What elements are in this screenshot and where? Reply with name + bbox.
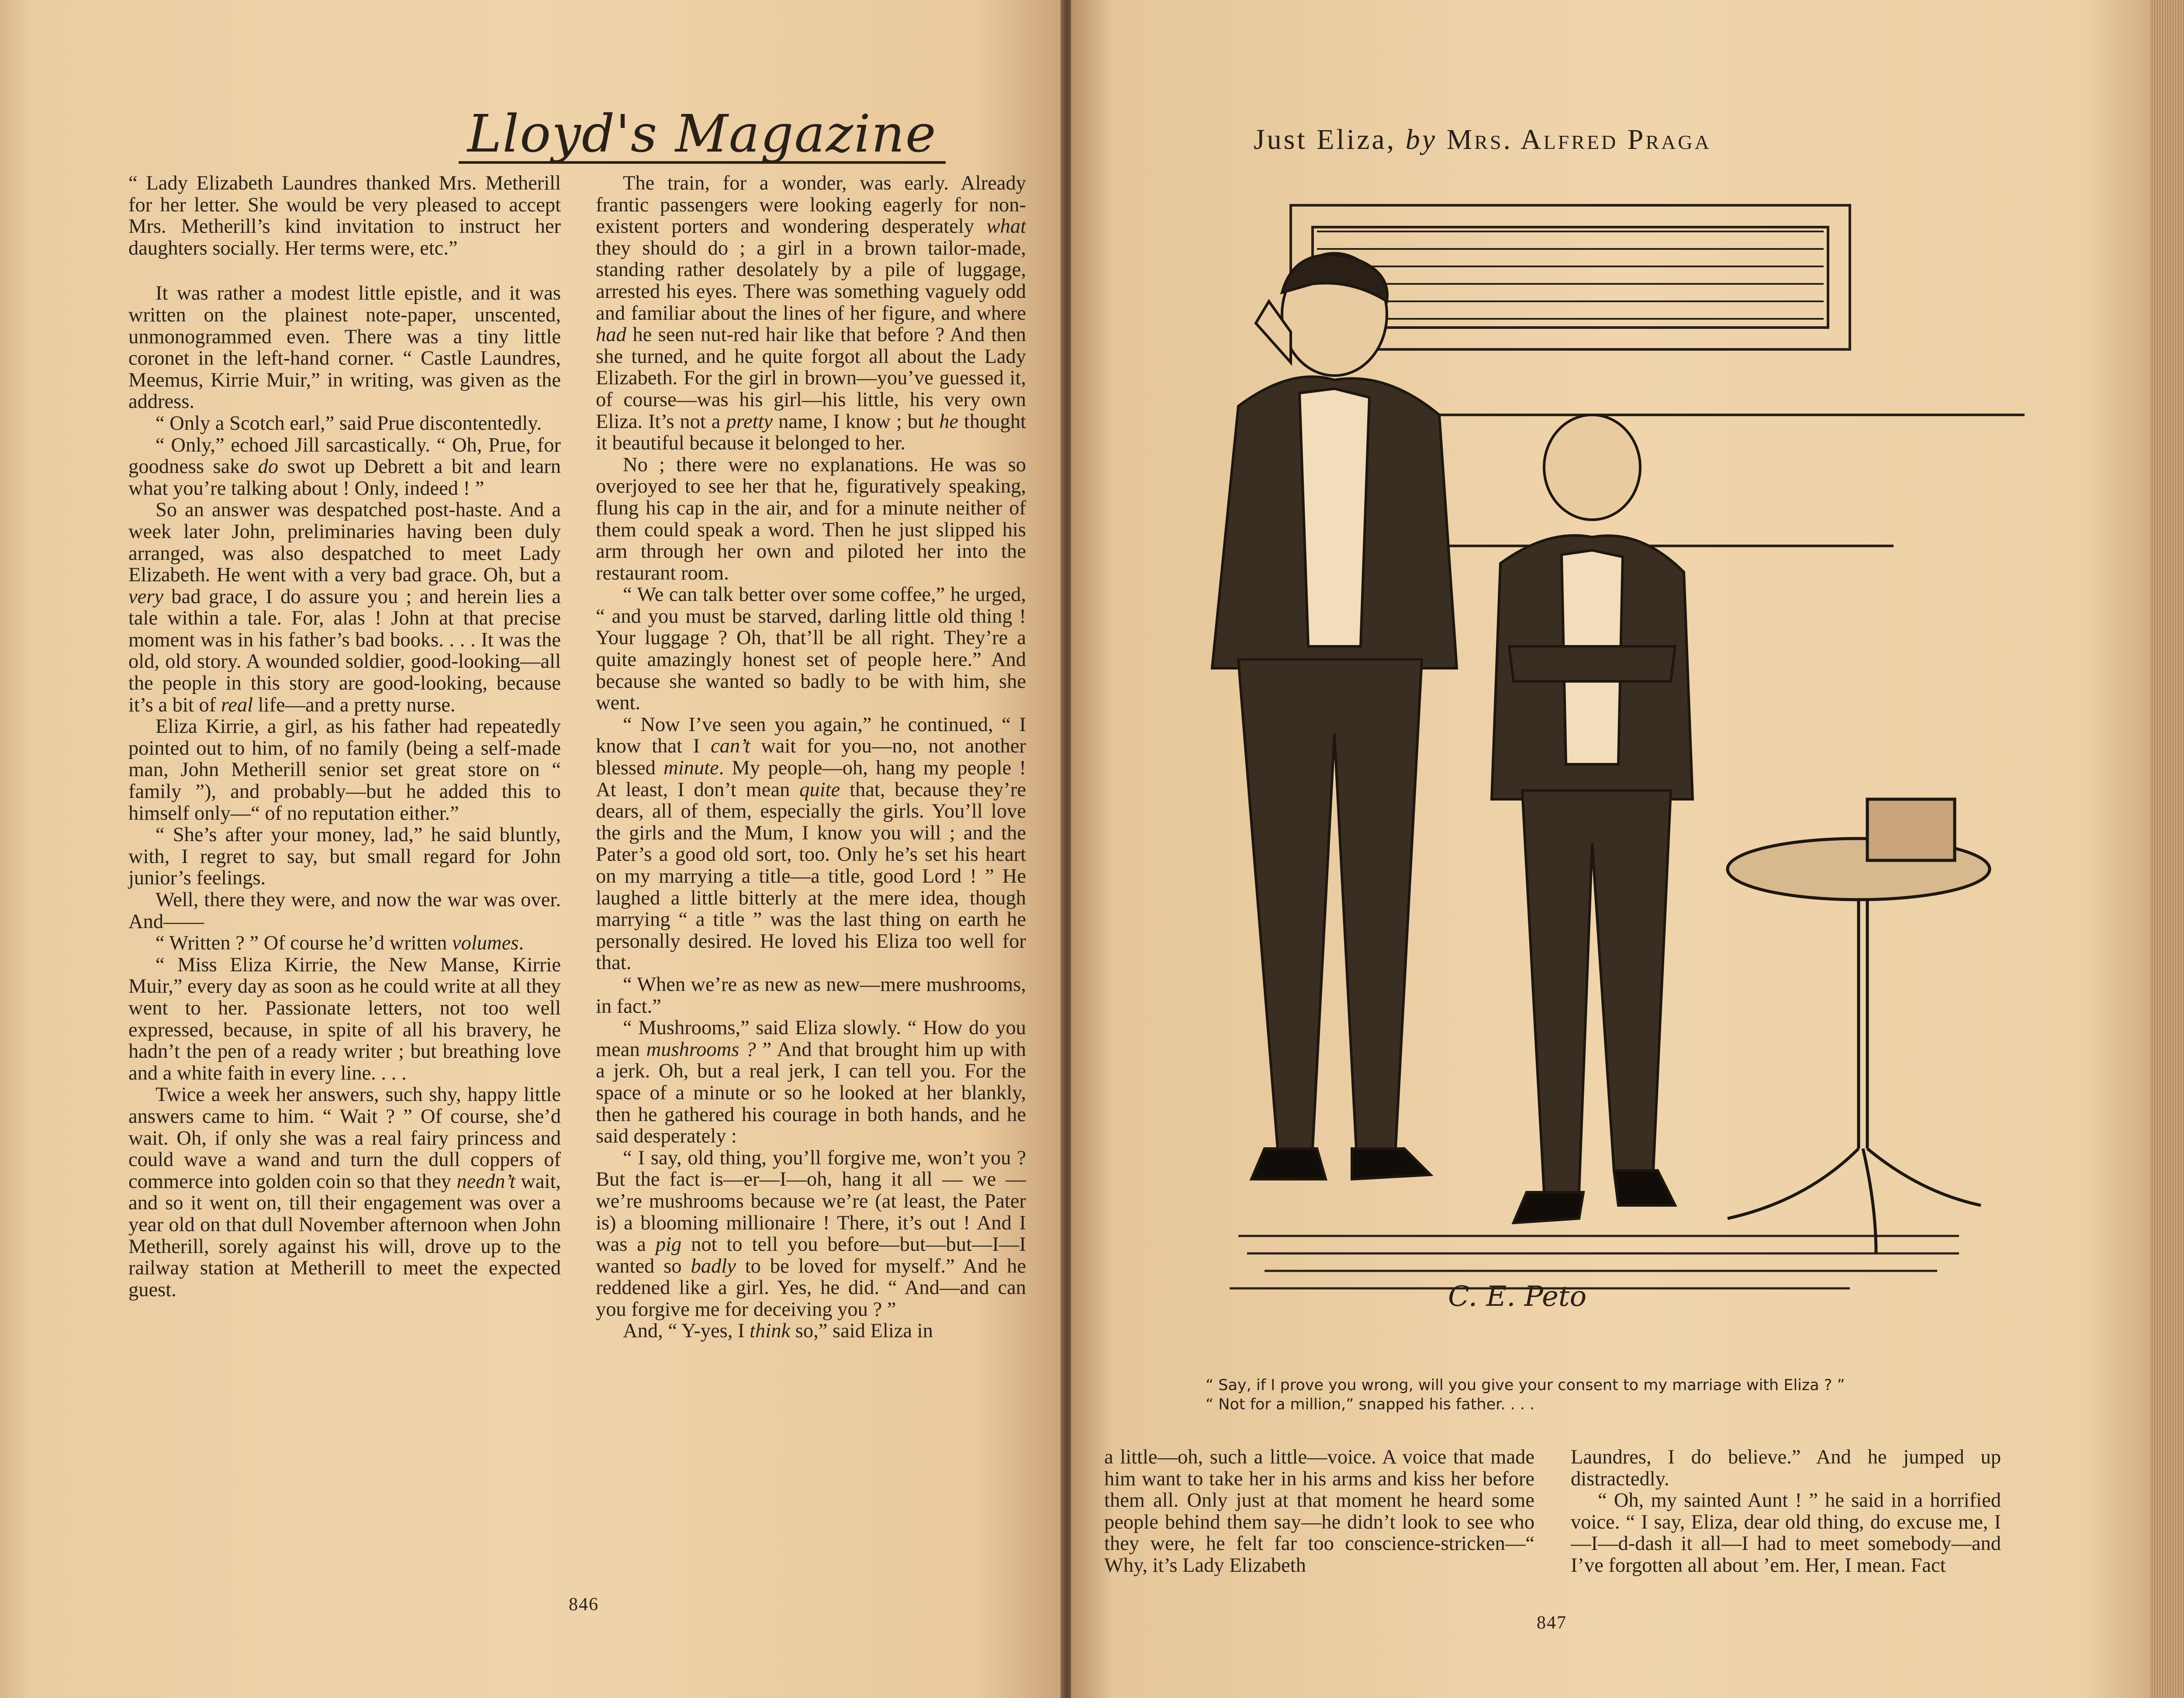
- paragraph: “ Only a Scotch earl,” said Prue discontentedly.: [156, 412, 542, 435]
- artist-signature: C. E. Peto: [1448, 1280, 1587, 1313]
- young-man-figure: [1212, 253, 1457, 1179]
- paragraph: “ Written ? ” Of course he’d written volumes.: [156, 932, 524, 955]
- caption-line-2: “ Not for a million,” snapped his father. . . .: [1206, 1396, 1535, 1413]
- floor-hatching: [1230, 1236, 1959, 1288]
- paragraph: Well, there they were, and now the war was over. And——: [128, 889, 561, 933]
- paragraph: It was rather a modest little epistle, and it was written on the plainest note-paper, unscented, unmonogrammed even. There was a tiny little coronet in the left-hand corner. “ Castle Laundres, Meemus, Kirrie Muir,” in writing, was given as the address.: [128, 282, 561, 413]
- side-table: [1728, 799, 1990, 1253]
- paragraph: The train, for a wonder, was early. Already frantic passengers were looking eagerly for non-existent porters and wondering desperately what they should do ; a girl in a brown tailor-made, standing rather desolately by a pile of luggage, arrested his eyes. There was something vaguely odd and familiar about the lines of her figure, and where had he seen nut-red hair like that before ? And then she turned, and he quite forgot all about the Lady Elizabeth. For the girl in brown—you’ve guessed it, of course—was his girl—his little, his very own Eliza. It’s not a pretty name, I know ; but he thought it beautiful because it belonged to her.: [596, 172, 1026, 455]
- paragraph: “ I say, old thing, you’ll forgive me, won’t you ? But the fact is—er—I—oh, hang it all — we — we’re mushrooms because we’re (at least, the Pater is) a blooming millionaire ! There, it’s out ! And I was a pig not to tell you before—but—but—I—I wanted so badly to be loved for myself.” And he reddened like a girl. Yes, he did. “ And—and can you forgive me for deceiving you ? ”: [596, 1146, 1026, 1321]
- page-number-right: 847: [1537, 1613, 1567, 1633]
- cigar-box: [1867, 799, 1955, 860]
- caption-line-1: “ Say, if I prove you wrong, will you give your consent to my marriage with Eliza ? ”: [1206, 1377, 1845, 1394]
- paragraph: Twice a week her answers, such shy, happy little answers came to him. “ Wait ? ” Of course, she’d wait. Oh, if only she was a real fairy princess and could wave a wand and turn the dull coppers of commerce into golden coin so that they needn’t wait, and so it went on, till their engagement was over a year old on that dull November afternoon when John Metherill, sorely against his will, drove up to the railway station at Metherill to meet the expected guest.: [128, 1084, 561, 1301]
- paragraph: “ Now I’ve seen you again,” he continued, “ I know that I can’t wait for you—no, not another blessed minute. My people—oh, hang my people ! At least, I don’t mean quite that, because they’re dears, all of them, especially the girls. You’ll love the girls and the Mum, I know you will ; and the Pater’s a good old sort, too. Only he’s set his heart on my marrying a title—a title, good Lord ! ” He laughed a little bitterly at the mere idea, though marrying “ a title ” was the last thing on earth he personally desired. He loved his Eliza too well for that.: [596, 713, 1026, 974]
- illustration-two-men-in-evening-dress: [1107, 188, 2025, 1332]
- right-text-column-2: [1571, 1446, 2001, 1577]
- left-text-column-2: [596, 173, 1026, 1342]
- page-number-left: 846: [569, 1594, 599, 1615]
- paragraph: And, “ Y-yes, I think so,” said Eliza in: [623, 1320, 933, 1343]
- magazine-masthead: Lloyd's Magazine: [459, 107, 946, 164]
- paragraph: “ She’s after your money, lad,” he said bluntly, with, I regret to say, but small regard for John junior’s feelings.: [128, 824, 561, 890]
- paragraph: So an answer was despatched post-haste. And a week later John, preliminaries having been duly arranged, was also despatched to meet Lady Elizabeth. He went with a very bad grace. Oh, but a very bad grace, I do assure you ; and herein lies a tale within a tale. For, alas ! John at that precise moment was in his father’s bad books. . . . It was the old, old story. A wounded soldier, good-looking—all the people in this story are good-looking, because it’s a bit of real life—and a pretty nurse.: [128, 499, 561, 716]
- paragraph: “ Oh, my sainted Aunt ! ” he said in a horrified voice. “ I say, Eliza, dear old thing, do excuse me, I—I—d-dash it all—I had to meet somebody—and I’ve forgotten all about ’em. Her, I mean. Fact: [1571, 1489, 2001, 1577]
- running-head: [1254, 123, 1711, 156]
- older-man-figure: [1492, 415, 1693, 1223]
- paragraph: Laundres, I do believe.” And he jumped up distractedly.: [1571, 1446, 2001, 1490]
- hatching: [1317, 231, 1824, 319]
- story-title: Just Eliza,: [1254, 124, 1396, 155]
- paragraph: a little—oh, such a little—voice. A voice that made him want to take her in his arms and kiss her before them all. Only just at that moment he heard some people behind them say—he didn’t look to see who they were, he felt far too conscience-stricken—“ Why, it’s Lady Elizabeth: [1104, 1446, 1534, 1577]
- paragraph: Eliza Kirrie, a girl, as his father had repeatedly pointed out to him, of no family (being a self-made man, John Metherill senior set great store on “ family ”), and probably—but he added this to himself only—“ of no reputation either.”: [128, 715, 561, 825]
- paragraph: “ Lady Elizabeth Laundres thanked Mrs. Metherill for her letter. She would be very pleased to accept Mrs. Metherill’s kind invitation to instruct her daughters socially. Her terms were, etc.”: [128, 172, 561, 259]
- paragraph: “ Mushrooms,” said Eliza slowly. “ How do you mean mushrooms ? ” And that brought him up with a jerk. Oh, but a real jerk, I can tell you. For the space of a minute or so he looked at her blankly, then he gathered his courage in both hands, and he said desperately :: [596, 1017, 1026, 1148]
- byline-by: by: [1405, 124, 1438, 155]
- page-edges: [2150, 0, 2184, 1698]
- wall-picture-inner: [1313, 227, 1828, 328]
- paragraph: “ Miss Eliza Kirrie, the New Manse, Kirrie Muir,” every day as soon as he could write at all they went to her. Passionate letters, not too well expressed, because, in spite of all his bravery, he hadn’t the pen of a ready writer ; but breathing love and a white faith in every line. . . .: [128, 953, 561, 1084]
- left-text-column-1: [128, 173, 561, 1301]
- right-text-column-1: [1104, 1446, 1534, 1577]
- paragraph: “ When we’re as new as new—mere mushrooms, in fact.”: [596, 973, 1026, 1018]
- paragraph: No ; there were no explanations. He was so overjoyed to see her that he, figuratively speaking, flung his cap in the air, and for a minute neither of them could speak a word. Then he just slipped his arm through her own and piloted her into the restaurant room.: [596, 453, 1026, 584]
- paragraph: “ We can talk better over some coffee,” he urged, “ and you must be starved, darling little old thing ! Your luggage ? Oh, that’ll be all right. They’re a quite amazingly honest set of people here.” And because she wanted so badly to be with him, she went.: [596, 583, 1026, 714]
- story-author: Mrs. Alfred Praga: [1446, 124, 1711, 155]
- paragraph: “ Only,” echoed Jill sarcastically. “ Oh, Prue, for goodness sake do swot up Debrett a bit and learn what you’re talking about ! Only, indeed ! ”: [128, 434, 561, 500]
